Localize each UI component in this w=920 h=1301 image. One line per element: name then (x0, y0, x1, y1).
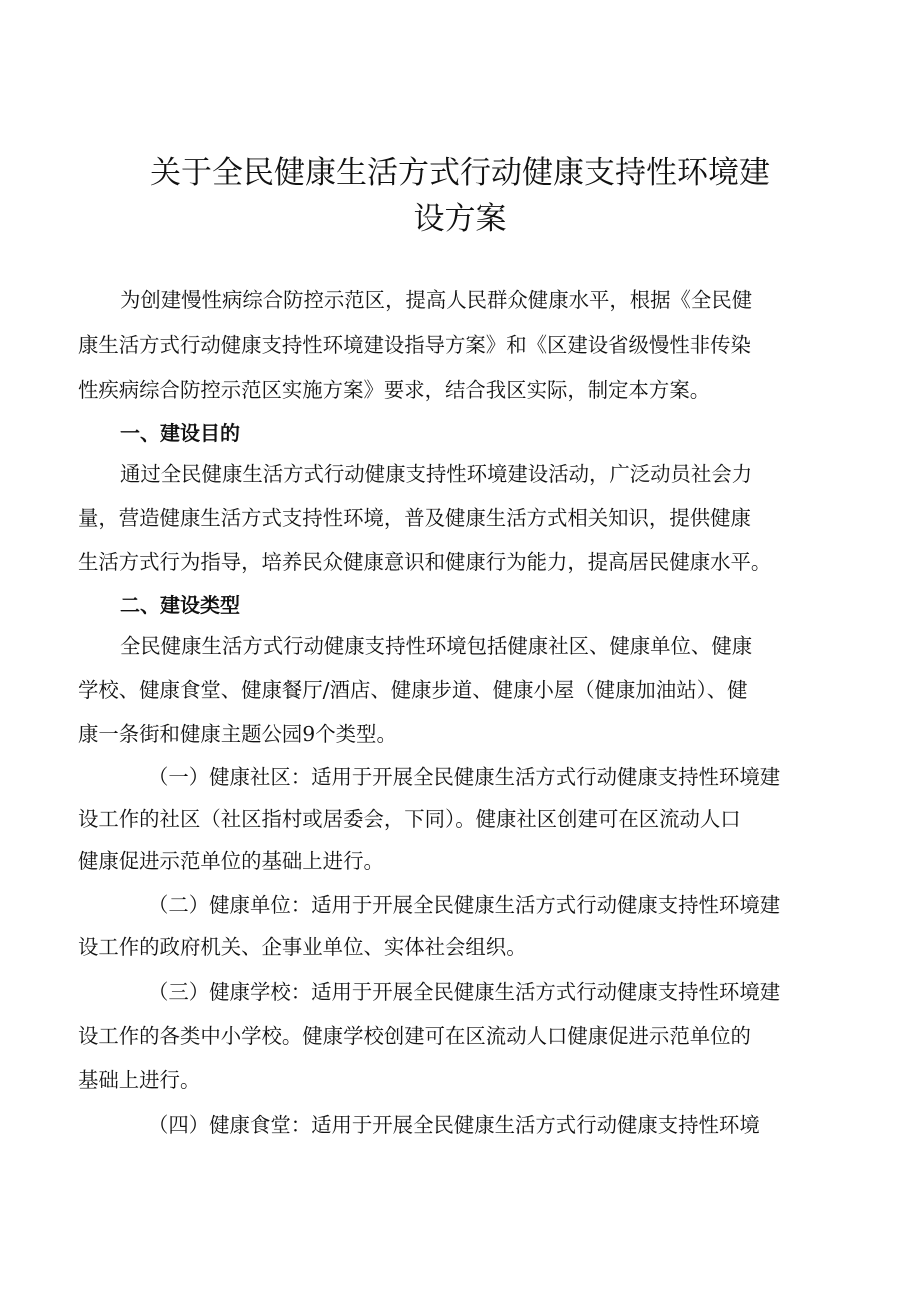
section-1-line-2: 量，营造健康生活方式支持性环境，普及健康生活方式相关知识，提供健康 (78, 506, 751, 530)
section-1-heading: 一、建设目的 (120, 421, 240, 445)
item-3-line-3: 基础上进行。 (78, 1068, 201, 1092)
section-1-line-3: 生活方式行为指导，培养民众健康意识和健康行为能力，提高居民健康水平。 (78, 550, 772, 574)
item-2-line-2: 设工作的政府机关、企事业单位、实体社会组织。 (78, 935, 527, 959)
item-4-line-1: （四）健康食堂：适用于开展全民健康生活方式行动健康支持性环境 (148, 1113, 760, 1137)
item-1-line-1: （一）健康社区：适用于开展全民健康生活方式行动健康支持性环境建 (148, 765, 781, 789)
section-1-line-1: 通过全民健康生活方式行动健康支持性环境建设活动，广泛动员社会力 (120, 462, 753, 486)
section-2-heading: 二、建设类型 (120, 593, 240, 617)
section-2-line-1: 全民健康生活方式行动健康支持性环境包括健康社区、健康单位、健康 (120, 634, 753, 658)
intro-line-3: 性疾病综合防控示范区实施方案》要求，结合我区实际，制定本方案。 (78, 378, 711, 402)
document-title-line-2: 设方案 (413, 201, 507, 237)
item-1-line-2: 设工作的社区（社区指村或居委会，下同）。健康社区创建可在区流动人口 (78, 807, 741, 831)
item-1-line-3: 健康促进示范单位的基础上进行。 (78, 849, 384, 873)
item-2-line-1: （二）健康单位：适用于开展全民健康生活方式行动健康支持性环境建 (148, 893, 781, 917)
section-2-line-2: 学校、健康食堂、健康餐厅/酒店、健康步道、健康小屋（健康加油站）、健 (78, 678, 748, 702)
item-3-line-2: 设工作的各类中小学校。健康学校创建可在区流动人口健康促进示范单位的 (78, 1024, 751, 1048)
item-3-line-1: （三）健康学校：适用于开展全民健康生活方式行动健康支持性环境建 (148, 980, 781, 1004)
document-title-line-1: 关于全民健康生活方式行动健康支持性环境建 (150, 155, 770, 191)
intro-line-1: 为创建慢性病综合防控示范区，提高人民群众健康水平，根据《全民健 (120, 288, 753, 312)
intro-line-2: 康生活方式行动健康支持性环境建设指导方案》和《区建设省级慢性非传染 (78, 333, 751, 357)
section-2-line-3: 康一条街和健康主题公园9个类型。 (78, 722, 397, 746)
